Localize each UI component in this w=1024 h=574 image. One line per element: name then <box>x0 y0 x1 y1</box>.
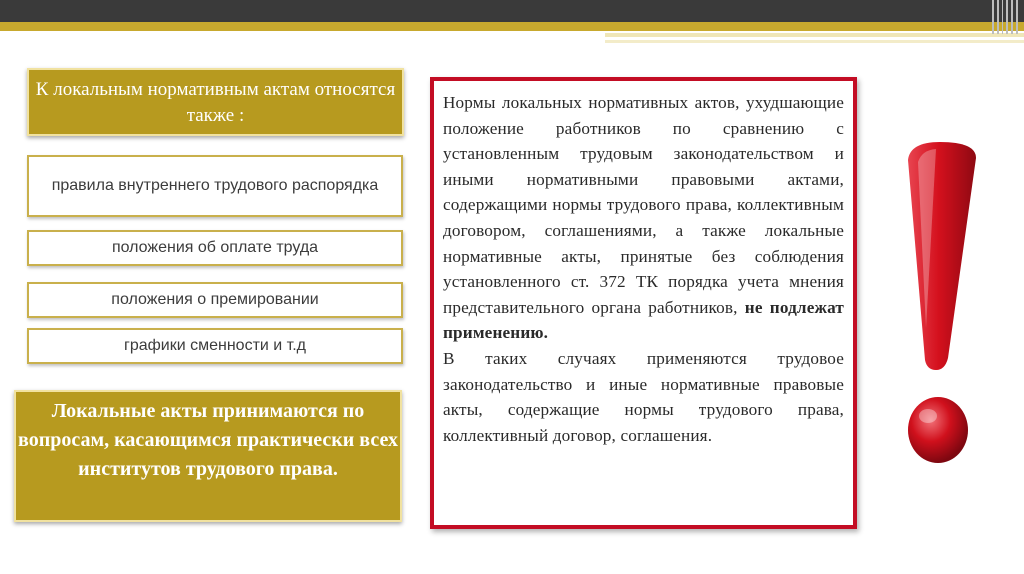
warning-emphasis: не подлежат применению. <box>443 297 845 343</box>
summary-box <box>14 390 402 522</box>
summary-text: Локальные акты принимаются по вопросам, касающимся практически всех институтов трудового права. <box>18 400 398 480</box>
list-item <box>27 155 403 217</box>
list-item-text: графики сменности и т.д <box>123 337 306 354</box>
decor-stripe <box>605 40 1024 43</box>
top-gold-stripe <box>0 22 1024 31</box>
warning-paragraph-1 <box>443 90 844 346</box>
list-item <box>27 282 403 318</box>
heading-box <box>27 68 404 136</box>
heading-text: К локальным нормативным актам относятся также : <box>35 79 396 126</box>
list-item-text: положения о премировании <box>111 291 319 308</box>
list-item-text: правила внутреннего трудового распорядка <box>51 177 379 194</box>
list-item <box>27 230 403 266</box>
decor-vertical-lines <box>992 0 1018 34</box>
warning-box <box>430 77 857 529</box>
decor-stripe <box>605 33 1024 37</box>
exclamation-dot-highlight <box>919 409 937 423</box>
exclamation-dot <box>908 397 968 463</box>
exclamation-bar <box>908 142 976 370</box>
top-dark-bar <box>0 0 1024 22</box>
list-item-text: положения об оплате труда <box>111 239 319 256</box>
warning-text: Нормы локальных нормативных актов, ухудшающие положение работников по сравнению с установленным трудовым законодательством и иными нормативными правовыми актами, содержащими нормы трудового права, коллективным договором, соглашениями, а также локальные нормативные акты, принятые без соблюдения установленного ст. 372 ТК порядка учета мнения представительного органа работников, <box>443 93 844 317</box>
warning-paragraph-2: В таких случаях применяются трудовое законодательство и иные нормативные правовые акты, содержащие нормы трудового права, коллективный договор, соглашения. <box>443 348 844 445</box>
list-item <box>27 328 403 364</box>
exclamation-mark-icon <box>896 138 984 468</box>
